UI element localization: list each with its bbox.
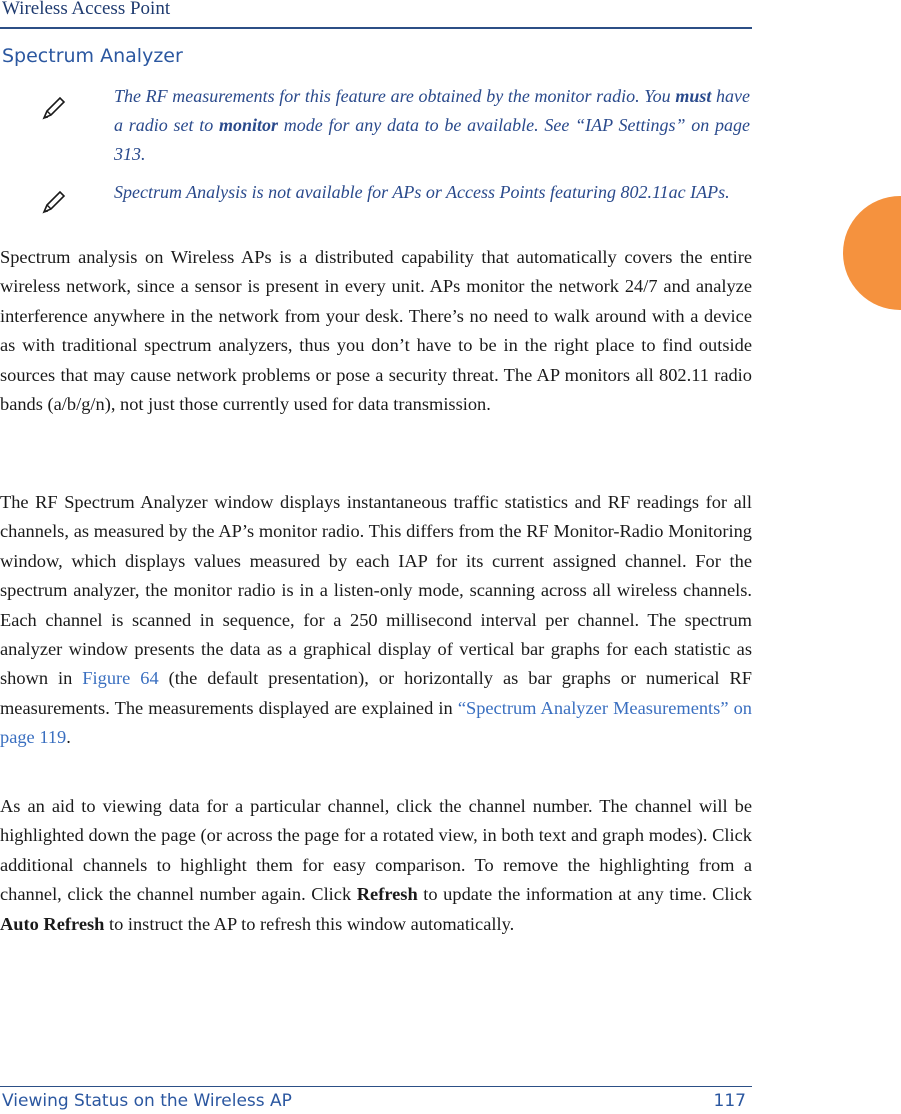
note-emphasis: monitor <box>218 115 278 135</box>
section-link[interactable]: “Spectrum Analyzer Measurements” on page 119 <box>0 697 752 748</box>
paragraph-text: to instruct the AP to refresh this window automatically. <box>104 913 515 934</box>
note-text-part: have a radio set to <box>114 86 750 135</box>
footer-chapter-title: Viewing Status on the Wireless AP <box>2 1091 292 1111</box>
note-text-part: The RF measurements for this feature are obtained by the monitor radio. You <box>114 86 676 106</box>
note-text: Spectrum Analysis is not available for APs or Access Points featuring 802.11ac IAPs. <box>114 182 730 202</box>
body-paragraph <box>0 488 752 753</box>
note-text <box>114 82 750 169</box>
section-title: Spectrum Analyzer <box>2 45 183 67</box>
chapter-tab-marker <box>843 196 901 310</box>
page-number: 117 <box>713 1091 746 1111</box>
paragraph-text: As an aid to viewing data for a particular channel, click the channel number. The channel will be highlighted down the page (or across the page for a rotated view, in both text and graph modes). Click additional channels to highlight them for easy comparison. To remove the highlighting from a channel, click the channel number again. Click <box>0 796 752 905</box>
body-paragraph <box>0 792 752 939</box>
paragraph-text: to update the information at any time. Click <box>417 884 752 905</box>
header-title: Wireless Access Point <box>2 0 171 19</box>
paragraph-text: . <box>66 727 71 748</box>
note-text-part: mode for any data to be available. See “IAP Settings” on page 313. <box>114 115 750 164</box>
body-paragraph: Spectrum analysis on Wireless APs is a distributed capability that automatically covers the entire wireless network, since a sensor is present in every unit. APs monitor the network 24/7 and analyze interference anywhere in the network from your desk. There’s no need to walk around with a device as with traditional spectrum analyzers, thus you don’t have to be in the right place to find outside sources that may cause network problems or pose a security threat. The AP monitors all 802.11 radio bands (a/b/g/n), not just those currently used for data transmission. <box>0 247 752 415</box>
pencil-note-icon <box>40 94 68 122</box>
page-header <box>0 0 752 28</box>
note-emphasis: must <box>675 86 712 106</box>
header-rule <box>0 27 752 29</box>
footer-rule <box>0 1086 752 1087</box>
pencil-note-icon <box>40 188 68 216</box>
ui-term-refresh: Refresh <box>356 884 418 905</box>
paragraph-text: (the default presentation), or horizontally as bar graphs or numerical RF measurements. The measurements displayed are explained in <box>0 668 752 718</box>
paragraph-text: The RF Spectrum Analyzer window displays instantaneous traffic statistics and RF readings for all channels, as measured by the AP’s monitor radio. This differs from the RF Monitor-Radio Monitoring window, which displays values measured by each IAP for its current assigned channel. For the spectrum analyzer, the monitor radio is in a listen-only mode, scanning across all wireless channels. Each channel is scanned in sequence, for a 250 millisecond interval per channel. The spectrum analyzer window presents the data as a graphical display of vertical bar graphs for each statistic as shown in <box>0 492 752 689</box>
ui-term-auto-refresh: Auto Refresh <box>0 913 105 934</box>
figure-link[interactable]: Figure 64 <box>82 668 159 689</box>
